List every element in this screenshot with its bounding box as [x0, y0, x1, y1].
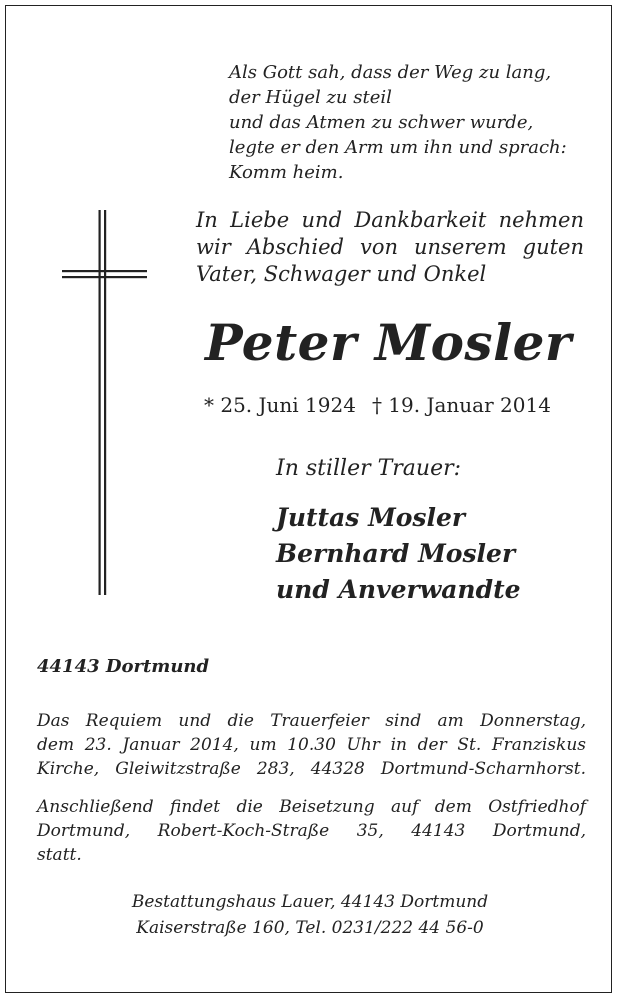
intro-line: In Liebe und Dankbarkeit nehmen — [196, 208, 584, 232]
burial-line: Anschließend findet die Beisetzung auf dem Ostfriedhof — [37, 797, 586, 817]
requiem-line: dem 23. Januar 2014, um 10.30 Uhr in der St. Franziskus — [37, 735, 586, 755]
birth-date: * 25. Juni 1924 — [204, 393, 356, 417]
poem-line: der Hügel zu steil — [229, 87, 392, 108]
location: 44143 Dortmund — [37, 656, 210, 677]
intro-line: wir Abschied von unserem guten — [196, 235, 584, 259]
funeral-home-line: Bestattungshaus Lauer, 44143 Dortmund — [131, 892, 489, 912]
deceased-name: Peter Mosler — [205, 313, 572, 372]
requiem-line: Das Requiem und die Trauerfeier sind am Donnerstag, — [37, 711, 586, 731]
poem — [229, 60, 599, 185]
intro-line: Vater, Schwager und Onkel — [196, 262, 487, 286]
burial-line: Dortmund, Robert-Koch-Straße 35, 44143 Dortmund, — [37, 821, 586, 841]
intro-text — [196, 207, 584, 288]
life-dates — [204, 392, 584, 418]
requiem-paragraph — [37, 709, 586, 781]
poem-line: Als Gott sah, dass der Weg zu lang, — [229, 62, 552, 83]
mourner-name: Juttas Mosler — [276, 503, 466, 532]
mourner-name: und Anverwandte — [276, 575, 521, 604]
mourner-name: Bernhard Mosler — [276, 539, 516, 568]
mourners-list — [276, 500, 521, 608]
requiem-line: Kirche, Gleiwitzstraße 283, 44328 Dortmund-Scharnhorst. — [37, 759, 586, 779]
poem-line: legte er den Arm um ihn und sprach: — [229, 137, 567, 158]
cross-icon — [60, 210, 150, 600]
poem-line: und das Atmen zu schwer wurde, — [229, 112, 534, 133]
burial-line: statt. — [37, 845, 82, 865]
poem-line: Komm heim. — [229, 162, 344, 183]
mourning-heading: In stiller Trauer: — [276, 456, 462, 481]
death-date: † 19. Januar 2014 — [371, 393, 551, 417]
funeral-home — [40, 889, 580, 941]
burial-paragraph — [37, 795, 586, 867]
funeral-home-line: Kaiserstraße 160, Tel. 0231/222 44 56-0 — [136, 918, 484, 938]
